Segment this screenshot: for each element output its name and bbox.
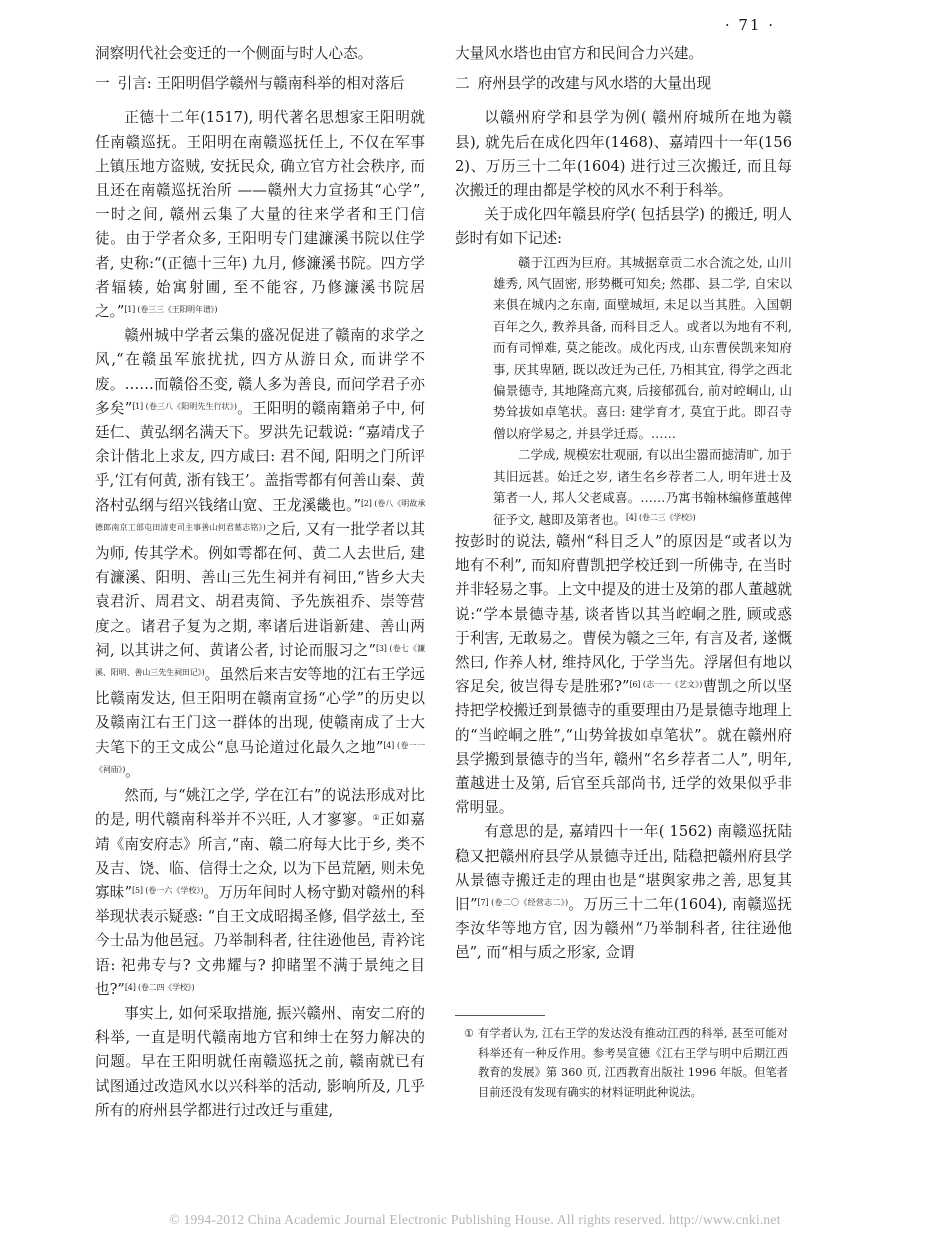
block-quote bbox=[493, 444, 792, 530]
section-heading-1 bbox=[95, 72, 425, 96]
paragraph-text: 正德十二年(1517), 明代著名思想家王阳明就任南赣巡抚。王阳明在南赣巡抚任上, 不仅在军事上镇压地方盗贼, 安抚民众, 确立官方社会秩序, 而且还在南赣巡抚治所 ——赣州大力宣扬其“心学”, 一时之间, 赣州云集了大量的往来学者和王门信徒。由于学者众多, 王阳明专门建濂溪书院以住学者, 史称:“(正德十三年) 九月, 修濂溪书院。四方学者辐辏, 始寓射圃, 至不能容, 乃修濂溪书院居之。” bbox=[95, 109, 425, 321]
left-column bbox=[95, 42, 425, 1123]
paragraph: 以赣州府学和县学为例( 赣州府城所在地为赣县), 就先后在成化四年(1468)、嘉靖四十一年(1562)、万历三十二年(1604) 进行过三次搬迁, 而且每次搬迁的理由都是学校的风水不利于科举。 bbox=[455, 109, 792, 200]
paragraph-text: 按彭时的说法, 赣州“科目乏人”的原因是“或者以为地有不利”, 而知府曹凯把学校迁到一所佛寺, 在当时并非轻易之事。上文中提及的进士及第的郡人董越就说:“学本景德寺基, 谈者皆以其当崆峒之胜, 顾或惑于利害, 无敢易之。曹侯为赣之三年, 有言及者, 遂慨然曰, 作养人材, 维持风化, 于学当先。浮屠但有地以容足矣, 彼岂得专是胜邪?” bbox=[455, 532, 792, 696]
paragraph-text: 然而, 与“姚江之学, 学在江右”的说法形成对比的是, 明代赣南科举并不兴旺, 人才寥寥。 bbox=[95, 787, 425, 829]
paragraph-text: 有意思的是, 嘉靖四十一年( 1562) 南赣巡抚陆稳又把赣州府县学从景德寺迁出, 陆稳把赣州府县学从景德寺搬迁走的理由也是“堪舆家弗之善, 思复其旧” bbox=[455, 823, 792, 913]
section-heading-2 bbox=[455, 72, 792, 96]
paragraph-text: 。万历年间时人杨守勤对赣州的科举现状表示疑惑: “自王文成昭揭圣修, 倡学兹土, 至今士品为他邑冠。乃举制科者, 往往逊他邑, 青衿诧语: 祀弗专与? 文弗耀与? 抑睹罣不满于景纯之目也?” bbox=[95, 883, 425, 998]
paragraph-text: 。万历三十二年(1604), 南赣巡抚李汝华等地方官, 因为赣州“乃举制科者, 往往逊他邑”, 而“相与质之形家, 佥谓 bbox=[455, 895, 792, 962]
paragraph-text: 赣州城中学者云集的盛况促进了赣南的求学之风,“在赣虽军旅扰扰, 四方从游日众, 而讲学不废。……而赣俗丕变, 赣人多为善良, 而问学君子亦多矣” bbox=[95, 327, 425, 417]
citation: [7] (卷二〇《经营志二》) bbox=[477, 897, 568, 907]
paragraph-continued bbox=[455, 530, 792, 820]
footnote-text: 有学者认为, 江右王学的发达没有推动江西的科举, 甚至可能对科举还有一种反作用。参考吴宣德《江右王学与明中后期江西教育的发展》第 360 页, 江西教育出版社 1996 年版。但笔者目前还没有发现有确实的材料证明此种说法。 bbox=[478, 1027, 788, 1099]
copyright-notice: © 1994-2012 China Academic Journal Electronic Publishing House. All rights reserved. http://www.cnki.net bbox=[169, 1212, 781, 1227]
section-title: 引言: 王阳明倡学赣州与赣南科举的相对落后 bbox=[117, 75, 405, 93]
paragraph-text: 。 bbox=[125, 762, 140, 780]
citation: [4] (卷一一《祠庙》) bbox=[95, 740, 425, 774]
paragraph bbox=[95, 784, 425, 1002]
citation: [6] (志一一《艺文》) bbox=[629, 680, 703, 690]
section-number: 二 bbox=[455, 75, 470, 93]
paragraph-text: 。王阳明的赣南籍弟子中, 何廷仁、黄弘纲名满天下。罗洪先记载说: “嘉靖戊子余计偕北上求友, 四方咸曰: 君不闻, 阳明之门所评乎,‘江有何黄, 浙有钱王’。盖指雩都有何善山秦、黄洛村弘纲与绍兴钱绪山宽、王龙溪畿也。” bbox=[95, 399, 426, 514]
footnote-divider bbox=[455, 1015, 545, 1016]
paragraph-continued: 大量风水塔也由官方和民间合力兴建。 bbox=[455, 45, 704, 62]
page-number: · 71 · bbox=[724, 16, 775, 34]
citation: [4] (卷二四《学校》) bbox=[124, 982, 195, 992]
citation: [3] (卷七《濂溪、阳明、善山三先生祠田记》) bbox=[95, 643, 425, 678]
citation: [1] (卷三八《阳明先生行状》) bbox=[132, 401, 237, 411]
footnote-marker[interactable]: ① bbox=[372, 813, 381, 823]
citation: [4] (卷二三《学校》) bbox=[625, 512, 696, 522]
paragraph bbox=[455, 820, 792, 965]
block-quote: 赣于江西为巨府。其城据章贡二水合流之处, 山川雄秀, 风气固密, 形势概可知矣; 然郡、县二学, 自宋以来俱在城内之东南, 面壁城垣, 未足以当其胜。入国朝百年之久, 教养具备, 而科目乏人。或者以为地有不利, 而有司惮难, 莫之能改。成化丙戌, 山东曹侯凯来知府事, 厌其卑陋, 既以改迁为己任, 乃相其宜, 得学之西北偏景德寺, 其地隆高亢爽, 后接郁孤台, 前对崆峒山, 山势耸拔如卓笔状。喜曰: 建学育才, 莫宜于此。即召寺僧以府学易之, 并县学迁焉。…… bbox=[493, 254, 792, 441]
footnote bbox=[464, 1024, 788, 1102]
paragraph-continued: 洞察明代社会变迁的一个侧面与时人心态。 bbox=[95, 45, 373, 62]
paragraph-text: 正如嘉靖《南安府志》所言,“南、赣二府每大比于乡, 类不及吉、饶、临、信得士之众, 以为下邑荒陋, 则未免寡昧” bbox=[95, 811, 425, 901]
citation: [5] (卷一六《学校》) bbox=[132, 885, 204, 895]
paragraph-text: 。虽然后来吉安等地的江右王学远比赣南发达, 但王阳明在赣南宣扬“心学”的历史以及赣南江右王门这一群体的出现, 使赣南成了士大夫笔下的王文成公“息马论道过化最久之地” bbox=[95, 666, 425, 756]
footnote-mark: ① bbox=[464, 1027, 475, 1040]
paragraph: 事实上, 如何采取措施, 振兴赣州、南安二府的科举, 一直是明代赣南地方官和绅士在努力解决的问题。早在王阳明就任南赣巡抚之前, 赣南就已有试图通过改造风水以兴科举的活动, 影响所及, 几乎所有的府州县学都进行过改迁与重建, bbox=[95, 1004, 425, 1119]
citation: [2] (卷八《明故承德郎南京工部屯田清吏司主事善山何君墓志铭》) bbox=[95, 498, 425, 532]
section-number: 一 bbox=[95, 75, 110, 93]
right-column bbox=[455, 42, 792, 966]
quote-text: 二学成, 规模宏壮观丽, 有以出尘嚣而摅清旷, 加于其旧远甚。始迁之岁, 诸生名乡荐者二人, 明年进士及第者一人, 邦人父老咸喜。……乃寓书翰林编修董越俾征予文, 越即及第者也。 bbox=[493, 447, 792, 527]
paragraph bbox=[95, 324, 425, 784]
paragraph-text: 之后, 又有一批学者以其为师, 传其学术。例如雩都在何、黄二人去世后, 建有濂溪、阳明、善山三先生祠并有祠田,“皆乡大夫袁君沂、周君文、胡君夷简、予先族祖乔、崇等营度之。诸君子复为之期, 率诸后进诣新建、善山两祠, 以其讲之何、黄诸公者, 讨论而服习之” bbox=[95, 520, 425, 659]
section-title: 府州县学的改建与风水塔的大量出现 bbox=[477, 75, 712, 93]
paragraph bbox=[95, 106, 425, 324]
paragraph: 关于成化四年赣县府学( 包括县学) 的搬迁, 明人彭时有如下记述: bbox=[455, 206, 792, 248]
paragraph-text: 曹凯之所以坚持把学校搬迁到景德寺的重要理由乃是景德寺地理上的“当崆峒之胜”,“山势耸拔如卓笔状”。就在赣州府县学搬到景德寺的当年, 赣州“名乡荐者二人”, 明年, 董越进士及第, 后官至兵部尚书, 迁学的效果似乎非常明显。 bbox=[455, 678, 792, 817]
citation: [1] (卷三三《王阳明年谱》) bbox=[124, 305, 218, 315]
